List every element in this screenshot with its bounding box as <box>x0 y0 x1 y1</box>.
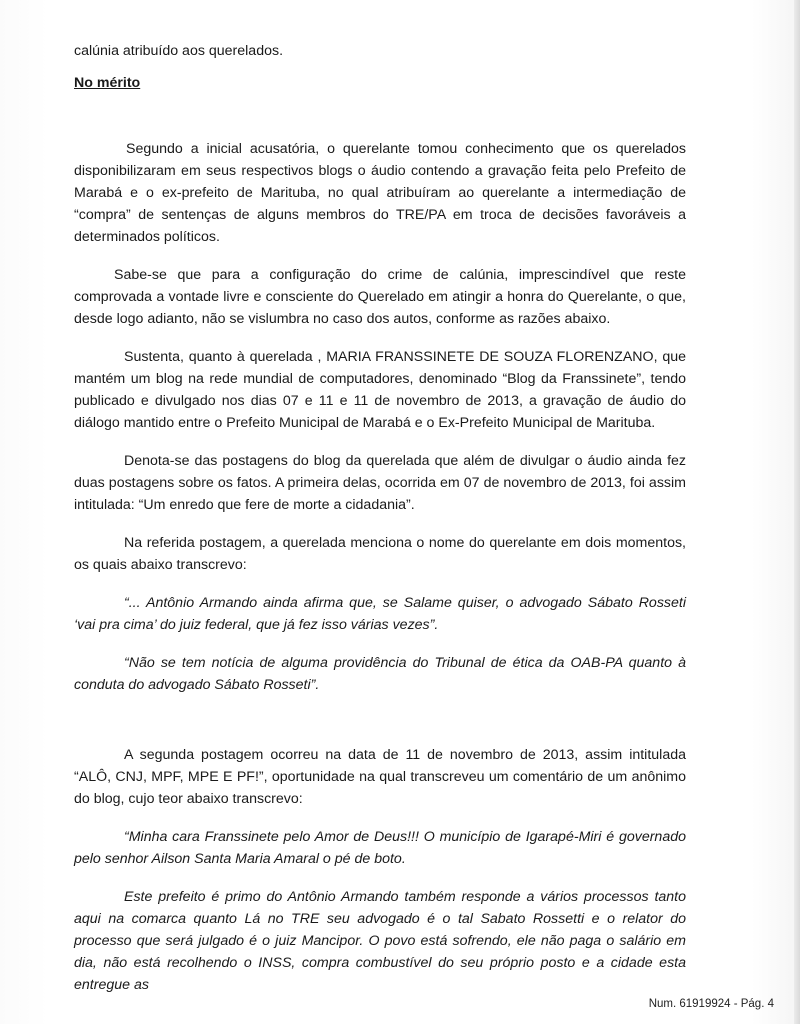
paragraph-1: Segundo a inicial acusatória, o querelante tomou conhecimento que os querelados disponibilizaram em seus respectivos blogs o áudio contendo a gravação feita pelo Prefeito de Marabá e o ex-prefeito de Marituba, no qual atribuíram ao querelante a intermediação de “compra” de sentenças de alguns membros do TRE/PA em troca de decisões favoráveis a determinados políticos. <box>74 141 686 245</box>
continuation-line: calúnia atribuído aos querelados. <box>74 43 284 59</box>
paragraph-4: Denota-se das postagens do blog da querelada que além de divulgar o áudio ainda fez duas postagens sobre os fatos. A primeira delas, ocorrida em 07 de novembro de 2013, foi assim intitulada: “Um enredo que fere de morte a cidadania”. <box>74 453 686 513</box>
page-edge-shadow <box>794 0 800 1024</box>
spacer <box>74 712 686 744</box>
quote-4: Este prefeito é primo do Antônio Armando também responde a vários processos tanto aqui na comarca quanto Lá no TRE seu advogado é o tal Sabato Rossetti e o relator do processo que será julgado é o juiz Mancipor. O povo está sofrendo, ele não paga o salário em dia, não está recolhendo o INSS, compra combustível do seu próprio posto e a cidade esta entregue as <box>74 889 686 993</box>
quote-2: “Não se tem notícia de alguma providência do Tribunal de ética da OAB-PA quanto à conduta do advogado Sábato Rosseti”. <box>74 655 686 693</box>
quote-1: “... Antônio Armando ainda afirma que, se Salame quiser, o advogado Sábato Rosseti ‘vai pra cima’ do juiz federal, que já fez isso várias vezes”. <box>74 595 686 633</box>
page-number-footer: Num. 61919924 - Pág. 4 <box>648 998 774 1010</box>
paragraph-2: Sabe-se que para a configuração do crime de calúnia, imprescindível que reste comprovada a vontade livre e consciente do Querelado em atingir a honra do Querelante, o que, desde logo adianto, não se vislumbra no caso dos autos, conforme as razões abaixo. <box>74 267 686 327</box>
document-body <box>74 40 686 1012</box>
paragraph-3: Sustenta, quanto à querelada , MARIA FRANSSINETE DE SOUZA FLORENZANO, que mantém um blog na rede mundial de computadores, denominado “Blog da Franssinete”, tendo publicado e divulgado nos dias 07 e 11 e 11 de novembro de 2013, a gravação de áudio do diálogo mantido entre o Prefeito Municipal de Marabá e o Ex-Prefeito Municipal de Marituba. <box>74 349 686 431</box>
paragraph-5: Na referida postagem, a querelada menciona o nome do querelante em dois momentos, os quais abaixo transcrevo: <box>74 535 686 573</box>
quote-3: “Minha cara Franssinete pelo Amor de Deus!!! O município de Igarapé-Miri é governado pelo senhor Ailson Santa Maria Amaral o pé de boto. <box>74 829 686 867</box>
section-heading: No mérito <box>74 75 141 91</box>
paragraph-6: A segunda postagem ocorreu na data de 11 de novembro de 2013, assim intitulada “ALÔ, CNJ, MPF, MPE E PF!”, oportunidade na qual transcreveu um comentário de um anônimo do blog, cujo teor abaixo transcrevo: <box>74 747 686 807</box>
